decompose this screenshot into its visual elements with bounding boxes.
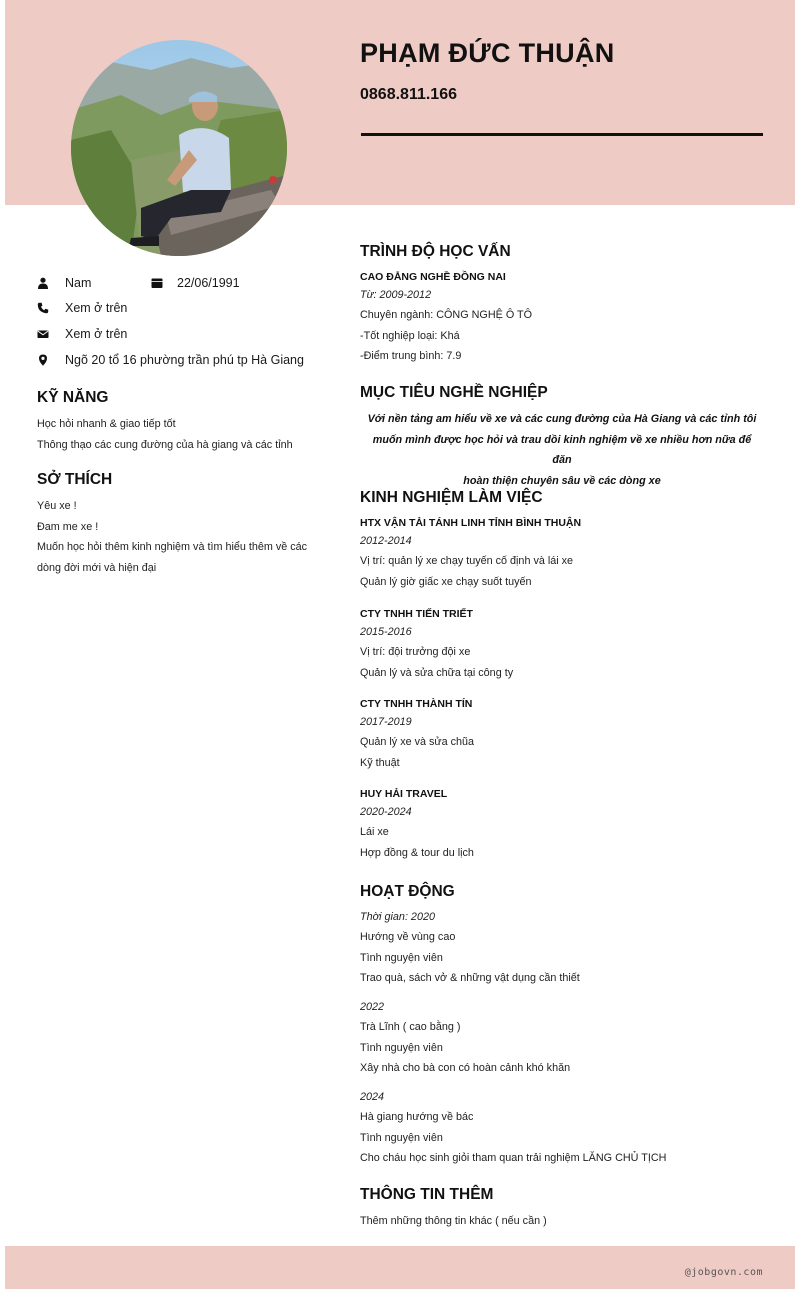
phone-icon — [37, 302, 49, 314]
activity-line: Xây nhà cho bà con có hoàn cảnh khó khăn — [360, 1062, 571, 1075]
phone-row — [37, 301, 127, 315]
job-line: Quản lý và sửa chữa tại công ty — [360, 666, 514, 679]
site-watermark[interactable]: @jobgovn.com — [684, 1267, 763, 1278]
activity-period: 2022 — [360, 1001, 385, 1013]
calendar-icon — [151, 277, 163, 289]
person-icon — [37, 277, 49, 289]
job-line: Hợp đồng & tour du lịch — [360, 846, 474, 859]
activities-heading: HOẠT ĐỘNG — [360, 883, 455, 900]
profile-photo-image — [71, 40, 287, 256]
mail-icon — [37, 328, 49, 340]
activity-line: Tình nguyện viên — [360, 951, 443, 964]
activity-period: 2024 — [360, 1091, 385, 1103]
phone-value: Xem ở trên — [65, 301, 128, 315]
footer-band — [5, 1246, 795, 1289]
job-entry — [360, 514, 765, 592]
company-name: CTY TNHH TIẾN TRIẾT — [360, 608, 473, 620]
job-line: Kỹ thuật — [360, 756, 400, 769]
education-line: Chuyên ngành: CÔNG NGHỆ Ô TÔ — [360, 309, 533, 321]
education-period: Từ: 2009-2012 — [360, 289, 432, 301]
objective-line: hoàn thiện chuyên sâu về các dòng xe — [463, 474, 661, 487]
hobby-item: Đam me xe ! — [37, 520, 99, 533]
job-line: Lái xe — [360, 826, 389, 838]
skill-item: Học hỏi nhanh & giao tiếp tốt — [37, 418, 176, 430]
activity-entry — [360, 1088, 765, 1169]
header-divider — [361, 133, 763, 136]
job-entry — [360, 605, 765, 683]
skills-list — [37, 414, 332, 455]
profile-photo — [71, 40, 287, 256]
activity-entry — [360, 998, 765, 1079]
job-period: 2020-2024 — [360, 806, 412, 818]
dob-value: 22/06/1991 — [177, 276, 240, 290]
company-name: HTX VẬN TẢI TÁNH LINH TỈNH BÌNH THUẬN — [360, 517, 582, 529]
job-entry — [360, 695, 765, 773]
activity-entry — [360, 908, 765, 989]
address-value: Ngõ 20 tổ 16 phường trần phú tp Hà Giang — [65, 353, 304, 367]
objective-text — [362, 409, 762, 491]
job-period: 2012-2014 — [360, 535, 412, 547]
school-name: CAO ĐẲNG NGHỀ ĐỒNG NAI — [360, 271, 506, 283]
activity-line: Tình nguyện viên — [360, 1131, 443, 1144]
education-line: -Điểm trung bình: 7.9 — [360, 350, 462, 363]
activity-period: Thời gian: 2020 — [360, 911, 435, 923]
company-name: HUY HẢI TRAVEL — [360, 788, 448, 800]
education-line: -Tốt nghiệp loại: Khá — [360, 329, 460, 342]
job-line: Vị trí: quản lý xe chạy tuyến cố định và lái xe — [360, 555, 574, 567]
activity-line: Cho cháu học sinh giỏi tham quan trải nghiệm LĂNG CHỦ TỊCH — [360, 1152, 667, 1165]
candidate-name: PHẠM ĐỨC THUẬN — [360, 38, 615, 68]
activity-line: Trà Lĩnh ( cao bằng ) — [360, 1021, 461, 1033]
job-line: Quản lý giờ giấc xe chạy suốt tuyến — [360, 575, 532, 588]
dob-row — [151, 276, 240, 290]
job-period: 2017-2019 — [360, 716, 412, 728]
experience-heading: KINH NGHIỆM LÀM VIỆC — [360, 489, 543, 506]
activity-line: Hà giang hướng về bác — [360, 1111, 474, 1123]
job-period: 2015-2016 — [360, 626, 412, 638]
gender-row — [37, 276, 91, 290]
address-row — [37, 353, 304, 367]
company-name: CTY TNHH THÀNH TÍN — [360, 698, 473, 710]
activity-line: Tình nguyện viên — [360, 1041, 443, 1054]
header-phone: 0868.811.166 — [360, 86, 457, 103]
education-block — [360, 268, 765, 367]
education-heading: TRÌNH ĐỘ HỌC VẤN — [360, 243, 511, 260]
more-info-heading: THÔNG TIN THÊM — [360, 1186, 494, 1203]
gender-value: Nam — [65, 276, 92, 290]
hobby-item: Yêu xe ! — [37, 500, 77, 512]
hobby-item: Muốn học hỏi thêm kinh nghiệm và tìm hiểu thêm về các — [37, 541, 308, 554]
objective-heading: MỤC TIÊU NGHỀ NGHIỆP — [360, 384, 548, 401]
skill-item: Thông thạo các cung đường của hà giang và các tỉnh — [37, 438, 293, 451]
activity-line: Hướng về vùng cao — [360, 931, 456, 943]
location-pin-icon — [37, 354, 49, 366]
objective-line: Với nền tảng am hiểu về xe và các cung đường của Hà Giang và các tỉnh tôi — [367, 413, 757, 425]
hobbies-list — [37, 496, 332, 578]
more-info-text: Thêm những thông tin khác ( nếu cần ) — [360, 1215, 547, 1227]
hobbies-heading: SỞ THÍCH — [37, 471, 113, 488]
skills-heading: KỸ NĂNG — [37, 389, 109, 406]
email-row — [37, 327, 127, 341]
email-value: Xem ở trên — [65, 327, 128, 341]
job-line: Quản lý xe và sửa chũa — [360, 736, 475, 748]
objective-line: muốn mình được học hỏi và trau dồi kinh nghiệm về xe nhiều hơn nữa để đăn — [372, 433, 752, 466]
activity-line: Trao quà, sách vở & những vật dụng cần thiết — [360, 972, 580, 985]
job-line: Vị trí: đội trưởng đội xe — [360, 646, 471, 658]
job-entry — [360, 785, 765, 863]
hobby-item: dòng đời mới và hiện đại — [37, 561, 157, 574]
